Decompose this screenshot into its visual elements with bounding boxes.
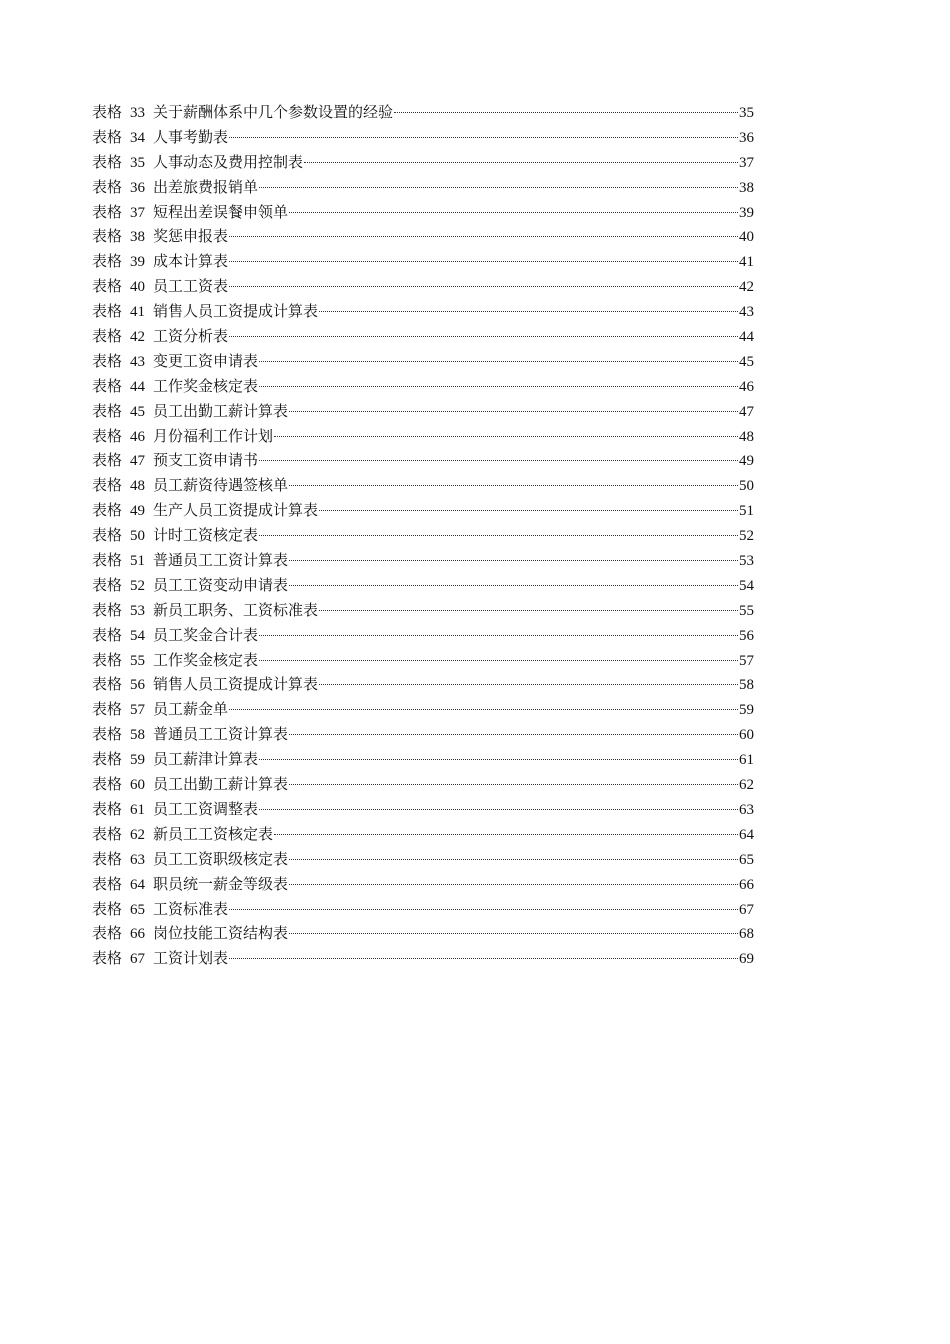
toc-entry-page: 36 (739, 129, 754, 146)
toc-entry-title: 员工薪津计算表 (153, 750, 259, 769)
dot-leader (319, 311, 738, 312)
dot-leader (259, 361, 738, 362)
toc-entry-title: 员工工资职级核定表 (153, 849, 289, 868)
toc-entry-number: 41 (130, 304, 146, 321)
dot-leader (274, 834, 738, 835)
toc-entry-page: 46 (739, 378, 754, 395)
toc-entry-prefix: 表格 (92, 849, 123, 868)
toc-entry-page: 64 (739, 826, 754, 843)
toc-entry-title: 员工出勤工薪计算表 (153, 401, 289, 420)
toc-entry-title: 工资计划表 (153, 949, 229, 968)
toc-entry[interactable] (92, 324, 754, 349)
dot-leader (274, 436, 738, 437)
toc-entry-prefix: 表格 (92, 575, 123, 594)
toc-entry[interactable] (92, 772, 754, 797)
toc-entry-number: 37 (130, 204, 146, 221)
toc-entry-page: 45 (739, 353, 754, 370)
toc-entry-number: 48 (130, 478, 146, 495)
toc-entry-prefix: 表格 (92, 227, 123, 246)
dot-leader (229, 236, 738, 237)
toc-entry-number: 58 (130, 727, 146, 744)
toc-entry-title: 工作奖金核定表 (153, 376, 259, 395)
toc-entry[interactable] (92, 249, 754, 274)
dot-leader (229, 286, 738, 287)
toc-entry-title: 生产人员工资提成计算表 (153, 501, 319, 520)
toc-entry-page: 41 (739, 254, 754, 271)
toc-entry-title: 职员统一薪金等级表 (153, 874, 289, 893)
toc-entry-prefix: 表格 (92, 376, 123, 395)
toc-entry-number: 67 (130, 951, 146, 968)
toc-entry[interactable] (92, 125, 754, 150)
toc-entry-page: 63 (739, 801, 754, 818)
toc-entry-number: 38 (130, 229, 146, 246)
toc-entry-page: 58 (739, 677, 754, 694)
toc-entry[interactable] (92, 424, 754, 449)
toc-entry[interactable] (92, 722, 754, 747)
toc-entry-page: 47 (739, 403, 754, 420)
toc-entry-title: 工资标准表 (153, 899, 229, 918)
toc-entry-title: 工资分析表 (153, 327, 229, 346)
toc-entry-prefix: 表格 (92, 177, 123, 196)
dot-leader (394, 112, 738, 113)
toc-entry[interactable] (92, 274, 754, 299)
toc-entry-page: 51 (739, 503, 754, 520)
toc-entry-page: 59 (739, 702, 754, 719)
toc-entry-prefix: 表格 (92, 451, 123, 470)
toc-entry-prefix: 表格 (92, 775, 123, 794)
toc-entry[interactable] (92, 175, 754, 200)
toc-entry-title: 员工薪资待遇签核单 (153, 476, 289, 495)
toc-entry-page: 49 (739, 453, 754, 470)
toc-entry-page: 53 (739, 553, 754, 570)
toc-entry-page: 43 (739, 304, 754, 321)
toc-entry-prefix: 表格 (92, 924, 123, 943)
toc-entry-title: 销售人员工资提成计算表 (153, 302, 319, 321)
toc-entry[interactable] (92, 200, 754, 225)
toc-entry[interactable] (92, 548, 754, 573)
toc-entry-prefix: 表格 (92, 351, 123, 370)
toc-entry-number: 57 (130, 702, 146, 719)
toc-entry-title: 员工工资表 (153, 277, 229, 296)
toc-entry[interactable] (92, 797, 754, 822)
toc-entry-page: 69 (739, 951, 754, 968)
toc-entry-prefix: 表格 (92, 675, 123, 694)
toc-entry[interactable] (92, 872, 754, 897)
toc-entry-number: 63 (130, 851, 146, 868)
dot-leader (289, 411, 738, 412)
toc-entry-prefix: 表格 (92, 152, 123, 171)
toc-entry-page: 56 (739, 627, 754, 644)
toc-entry-page: 52 (739, 528, 754, 545)
dot-leader (319, 610, 738, 611)
toc-entry-number: 52 (130, 577, 146, 594)
table-of-contents (92, 100, 754, 971)
toc-entry-prefix: 表格 (92, 824, 123, 843)
toc-entry[interactable] (92, 224, 754, 249)
toc-entry-page: 67 (739, 901, 754, 918)
toc-entry-number: 43 (130, 353, 146, 370)
toc-entry-page: 40 (739, 229, 754, 246)
toc-entry-prefix: 表格 (92, 127, 123, 146)
dot-leader (259, 386, 738, 387)
toc-entry-number: 60 (130, 777, 146, 794)
toc-entry-number: 49 (130, 503, 146, 520)
toc-entry[interactable] (92, 672, 754, 697)
toc-entry-number: 61 (130, 801, 146, 818)
toc-entry-number: 51 (130, 553, 146, 570)
toc-entry-number: 53 (130, 602, 146, 619)
toc-entry-prefix: 表格 (92, 551, 123, 570)
dot-leader (319, 684, 738, 685)
toc-entry-prefix: 表格 (92, 476, 123, 495)
toc-entry-page: 61 (739, 752, 754, 769)
toc-entry-page: 39 (739, 204, 754, 221)
toc-entry-title: 员工出勤工薪计算表 (153, 775, 289, 794)
dot-leader (229, 261, 738, 262)
dot-leader (259, 535, 738, 536)
toc-entry-number: 46 (130, 428, 146, 445)
toc-entry-page: 60 (739, 727, 754, 744)
dot-leader (289, 859, 738, 860)
toc-entry-number: 40 (130, 279, 146, 296)
toc-entry[interactable] (92, 946, 754, 971)
toc-entry-number: 35 (130, 154, 146, 171)
toc-entry-title: 短程出差误餐申领单 (153, 202, 289, 221)
dot-leader (289, 784, 738, 785)
toc-entry-title: 计时工资核定表 (153, 526, 259, 545)
toc-entry[interactable] (92, 473, 754, 498)
toc-entry-prefix: 表格 (92, 600, 123, 619)
toc-entry-title: 关于薪酬体系中几个参数设置的经验 (153, 103, 394, 121)
toc-entry[interactable] (92, 448, 754, 473)
toc-entry-prefix: 表格 (92, 625, 123, 644)
toc-entry-page: 35 (739, 105, 754, 121)
toc-entry-prefix: 表格 (92, 327, 123, 346)
toc-entry-page: 54 (739, 577, 754, 594)
toc-entry[interactable] (92, 150, 754, 175)
toc-entry-prefix: 表格 (92, 874, 123, 893)
toc-entry-number: 44 (130, 378, 146, 395)
toc-entry-prefix: 表格 (92, 899, 123, 918)
toc-entry[interactable] (92, 598, 754, 623)
toc-entry-title: 人事考勤表 (153, 127, 229, 146)
dot-leader (259, 660, 738, 661)
toc-entry-page: 62 (739, 777, 754, 794)
toc-entry-page: 65 (739, 851, 754, 868)
toc-entry-number: 39 (130, 254, 146, 271)
toc-entry[interactable] (92, 523, 754, 548)
toc-entry-number: 64 (130, 876, 146, 893)
toc-entry[interactable] (92, 374, 754, 399)
toc-entry-title: 销售人员工资提成计算表 (153, 675, 319, 694)
toc-entry[interactable] (92, 349, 754, 374)
toc-entry-title: 员工工资变动申请表 (153, 575, 289, 594)
toc-entry-page: 66 (739, 876, 754, 893)
toc-entry-title: 员工奖金合计表 (153, 625, 259, 644)
toc-entry-prefix: 表格 (92, 949, 123, 968)
toc-entry-prefix: 表格 (92, 401, 123, 420)
toc-entry[interactable] (92, 573, 754, 598)
toc-entry-prefix: 表格 (92, 302, 123, 321)
toc-entry-number: 33 (130, 105, 146, 121)
toc-entry-prefix: 表格 (92, 725, 123, 744)
toc-entry-title: 人事动态及费用控制表 (153, 152, 304, 171)
toc-entry-title: 月份福利工作计划 (153, 426, 274, 445)
toc-entry-prefix: 表格 (92, 700, 123, 719)
toc-entry-number: 62 (130, 826, 146, 843)
toc-entry-prefix: 表格 (92, 650, 123, 669)
toc-entry-prefix: 表格 (92, 501, 123, 520)
toc-entry-page: 42 (739, 279, 754, 296)
toc-entry-title: 预支工资申请书 (153, 451, 259, 470)
toc-entry-number: 65 (130, 901, 146, 918)
toc-entry-prefix: 表格 (92, 799, 123, 818)
toc-entry[interactable] (92, 100, 754, 125)
toc-entry-prefix: 表格 (92, 252, 123, 271)
dot-leader (304, 162, 738, 163)
toc-entry-title: 工作奖金核定表 (153, 650, 259, 669)
toc-entry-number: 66 (130, 926, 146, 943)
toc-entry-title: 普通员工工资计算表 (153, 725, 289, 744)
toc-entry-page: 37 (739, 154, 754, 171)
dot-leader (229, 909, 738, 910)
toc-entry[interactable] (92, 623, 754, 648)
dot-leader (289, 933, 738, 934)
toc-entry-number: 34 (130, 129, 146, 146)
toc-entry-prefix: 表格 (92, 103, 123, 121)
dot-leader (289, 560, 738, 561)
toc-entry[interactable] (92, 399, 754, 424)
toc-entry[interactable] (92, 299, 754, 324)
toc-entry-page: 44 (739, 329, 754, 346)
toc-entry-page: 48 (739, 428, 754, 445)
toc-entry[interactable] (92, 897, 754, 922)
dot-leader (289, 884, 738, 885)
dot-leader (229, 709, 738, 710)
toc-entry-prefix: 表格 (92, 202, 123, 221)
toc-entry-number: 56 (130, 677, 146, 694)
toc-entry-prefix: 表格 (92, 526, 123, 545)
dot-leader (229, 958, 738, 959)
toc-entry[interactable] (92, 847, 754, 872)
toc-entry-prefix: 表格 (92, 277, 123, 296)
dot-leader (319, 510, 738, 511)
toc-entry[interactable] (92, 921, 754, 946)
toc-entry-page: 68 (739, 926, 754, 943)
toc-entry[interactable] (92, 498, 754, 523)
toc-entry-number: 47 (130, 453, 146, 470)
dot-leader (229, 336, 738, 337)
toc-entry-page: 50 (739, 478, 754, 495)
toc-entry-number: 50 (130, 528, 146, 545)
toc-entry-prefix: 表格 (92, 426, 123, 445)
dot-leader (289, 734, 738, 735)
dot-leader (259, 635, 738, 636)
toc-entry-title: 出差旅费报销单 (153, 177, 259, 196)
toc-entry-number: 54 (130, 627, 146, 644)
toc-entry-number: 36 (130, 179, 146, 196)
dot-leader (259, 187, 738, 188)
toc-entry-title: 变更工资申请表 (153, 351, 259, 370)
toc-entry-page: 57 (739, 652, 754, 669)
dot-leader (259, 759, 738, 760)
toc-entry-number: 45 (130, 403, 146, 420)
toc-entry[interactable] (92, 822, 754, 847)
toc-entry-title: 普通员工工资计算表 (153, 551, 289, 570)
dot-leader (259, 460, 738, 461)
dot-leader (229, 137, 738, 138)
toc-entry-page: 38 (739, 179, 754, 196)
toc-entry[interactable] (92, 648, 754, 673)
toc-entry[interactable] (92, 747, 754, 772)
toc-entry-number: 59 (130, 752, 146, 769)
toc-entry-number: 42 (130, 329, 146, 346)
dot-leader (289, 585, 738, 586)
toc-entry-number: 55 (130, 652, 146, 669)
toc-entry-title: 员工薪金单 (153, 700, 229, 719)
toc-entry-title: 员工工资调整表 (153, 799, 259, 818)
toc-entry-title: 新员工工资核定表 (153, 824, 274, 843)
toc-entry[interactable] (92, 697, 754, 722)
dot-leader (289, 212, 738, 213)
toc-entry-title: 成本计算表 (153, 252, 229, 271)
dot-leader (289, 485, 738, 486)
toc-entry-title: 新员工职务、工资标准表 (153, 600, 319, 619)
toc-entry-title: 奖惩申报表 (153, 227, 229, 246)
dot-leader (259, 809, 738, 810)
toc-entry-title: 岗位技能工资结构表 (153, 924, 289, 943)
toc-entry-page: 55 (739, 602, 754, 619)
toc-entry-prefix: 表格 (92, 750, 123, 769)
